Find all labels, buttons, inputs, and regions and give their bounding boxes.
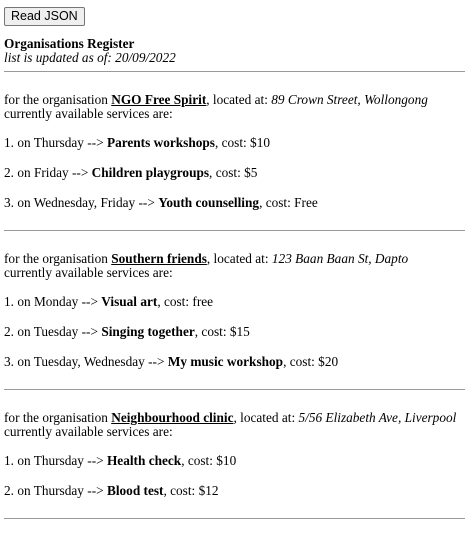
- service-cost: $15: [229, 324, 250, 339]
- services-list: [4, 454, 465, 498]
- organisation-heading: [4, 411, 465, 425]
- service-cost: $5: [244, 165, 258, 180]
- organisation-prefix: for the organisation: [4, 410, 112, 425]
- read-json-button[interactable]: Read JSON: [4, 7, 85, 26]
- service-cost: free: [192, 294, 214, 309]
- divider: [4, 518, 465, 519]
- cost-label: , cost:: [163, 483, 199, 498]
- arrow-label: -->: [83, 483, 107, 498]
- service-item: [4, 454, 465, 468]
- service-cost: $12: [198, 483, 219, 498]
- service-item: [4, 325, 465, 339]
- arrow-label: -->: [83, 135, 107, 150]
- service-days: Wednesday, Friday: [33, 195, 136, 210]
- organisation-prefix: for the organisation: [4, 251, 112, 266]
- on-label: on: [17, 294, 34, 309]
- service-number: 2.: [4, 324, 14, 339]
- on-label: on: [17, 135, 34, 150]
- service-days: Thursday: [33, 483, 84, 498]
- service-number: 1.: [4, 453, 14, 468]
- arrow-label: -->: [135, 195, 159, 210]
- service-days: Thursday: [33, 135, 84, 150]
- organisation-location: 123 Baan Baan St, Dapto: [271, 251, 409, 266]
- service-days: Thursday: [33, 453, 84, 468]
- service-cost: Free: [294, 195, 318, 210]
- organisation-prefix: for the organisation: [4, 92, 112, 107]
- service-name: Youth counselling: [158, 195, 260, 210]
- cost-label: , cost:: [214, 135, 251, 150]
- service-days: Tuesday: [33, 324, 79, 339]
- cost-label: , cost:: [157, 294, 193, 309]
- organisation-heading: [4, 93, 465, 107]
- services-intro: currently available services are:: [4, 424, 173, 439]
- organisation-name: Southern friends: [111, 251, 207, 266]
- service-name: Health check: [106, 453, 182, 468]
- service-name: Singing together: [101, 324, 195, 339]
- service-cost: $10: [250, 135, 270, 150]
- services-intro: currently available services are:: [4, 265, 173, 280]
- service-number: 3.: [4, 195, 14, 210]
- organisation-block: [4, 72, 465, 210]
- services-list: [4, 136, 465, 210]
- service-number: 3.: [4, 354, 14, 369]
- service-item: [4, 136, 465, 150]
- service-name: Blood test: [106, 483, 164, 498]
- service-item: [4, 166, 465, 180]
- on-label: on: [17, 354, 34, 369]
- service-name: My music workshop: [167, 354, 284, 369]
- on-label: on: [17, 483, 34, 498]
- service-number: 1.: [4, 135, 14, 150]
- service-name: Children playgroups: [91, 165, 210, 180]
- register-header: [4, 37, 465, 65]
- arrow-label: -->: [144, 354, 168, 369]
- service-days: Monday: [33, 294, 79, 309]
- cost-label: , cost:: [181, 453, 217, 468]
- cost-label: , cost:: [194, 324, 230, 339]
- arrow-label: -->: [83, 453, 107, 468]
- service-days: Friday: [33, 165, 69, 180]
- organisation-heading: [4, 252, 465, 266]
- arrow-label: -->: [78, 324, 102, 339]
- service-item: [4, 295, 465, 309]
- organisation-location: 5/56 Elizabeth Ave, Liverpool: [298, 410, 457, 425]
- cost-label: , cost:: [209, 165, 245, 180]
- located-at-label: , located at:: [206, 251, 272, 266]
- arrow-label: -->: [68, 165, 92, 180]
- located-at-label: , located at:: [233, 410, 299, 425]
- services-list: [4, 295, 465, 369]
- service-name: Parents workshops: [106, 135, 215, 150]
- service-number: 1.: [4, 294, 14, 309]
- service-number: 2.: [4, 483, 14, 498]
- on-label: on: [17, 195, 34, 210]
- service-cost: $10: [216, 453, 237, 468]
- arrow-label: -->: [78, 294, 102, 309]
- service-cost: $20: [318, 354, 339, 369]
- cost-label: , cost:: [259, 195, 295, 210]
- located-at-label: , located at:: [206, 92, 272, 107]
- on-label: on: [17, 165, 34, 180]
- service-days: Tuesday, Wednesday: [33, 354, 145, 369]
- cost-label: , cost:: [283, 354, 319, 369]
- service-number: 2.: [4, 165, 14, 180]
- page-title: Organisations Register: [4, 36, 135, 51]
- updated-date-text: list is updated as of: 20/09/2022: [4, 50, 176, 65]
- organisation-block: [4, 231, 465, 369]
- service-name: Visual art: [101, 294, 158, 309]
- organisations-list: [4, 72, 465, 519]
- service-item: [4, 355, 465, 369]
- service-item: [4, 484, 465, 498]
- service-item: [4, 196, 465, 210]
- on-label: on: [17, 453, 34, 468]
- organisation-name: NGO Free Spirit: [111, 92, 207, 107]
- services-intro: currently available services are:: [4, 106, 173, 121]
- organisation-name: Neighbourhood clinic: [111, 410, 234, 425]
- on-label: on: [17, 324, 34, 339]
- organisation-block: [4, 390, 465, 498]
- organisation-location: 89 Crown Street, Wollongong: [271, 92, 428, 107]
